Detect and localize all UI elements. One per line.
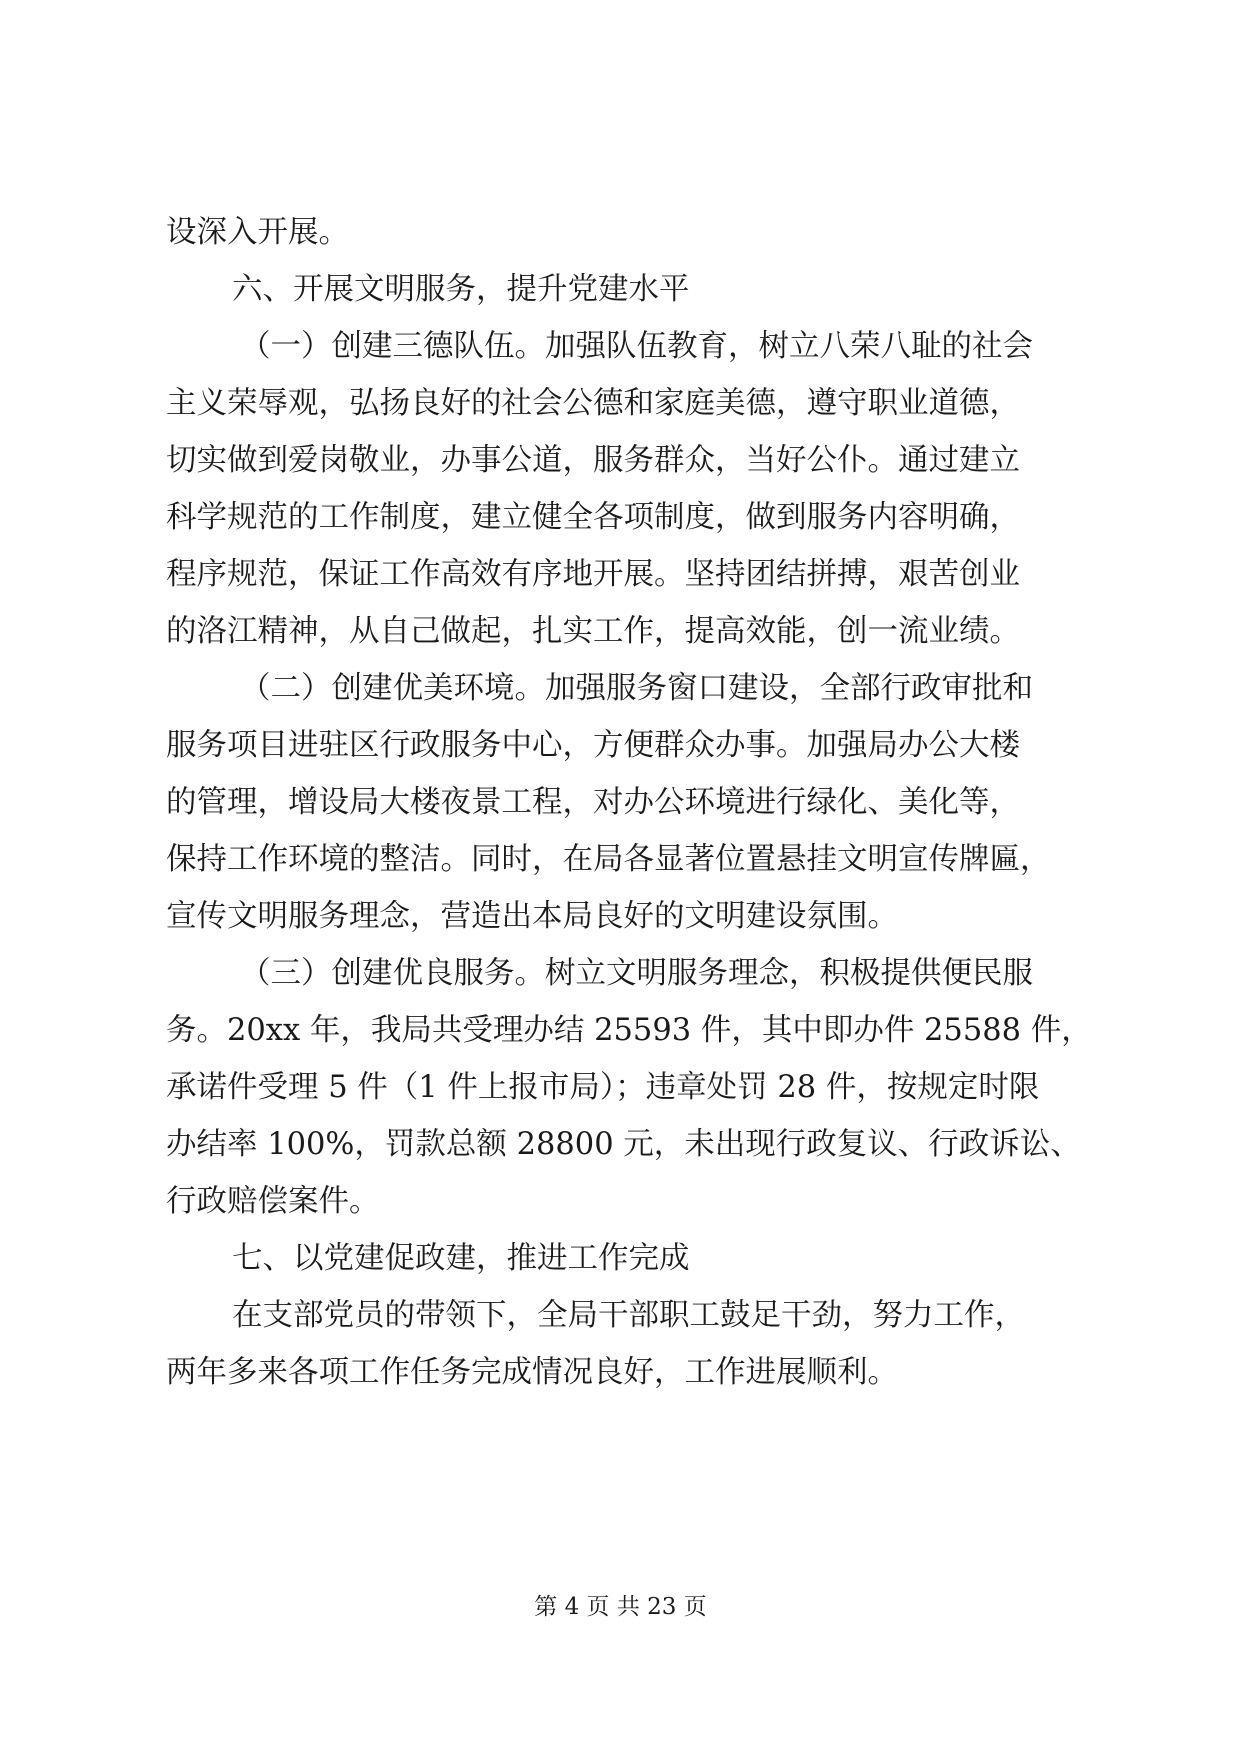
text-line-9: （二）创建优美环境。加强服务窗口建设，全部行政审批和 — [240, 671, 1033, 706]
text-line-21: 两年多来各项工作任务完成情况良好，工作进展顺利。 — [166, 1355, 898, 1390]
text-line-8: 的洛江精神，从自己做起，扎实工作，提高效能，创一流业绩。 — [166, 614, 1020, 649]
text-line-13: 宣传文明服务理念，营造出本局良好的文明建设氛围。 — [166, 899, 898, 934]
text-line-1: 设深入开展。 — [166, 215, 349, 250]
text-line-4: 主义荣辱观，弘扬良好的社会公德和家庭美德，遵守职业道德， — [166, 386, 1020, 421]
text-line-20: 在支部党员的带领下，全局干部职工鼓足干劲，努力工作， — [232, 1298, 1025, 1333]
text-line-15: 务。20xx 年，我局共受理办结 25593 件，其中即办件 25588 件， — [166, 1013, 1092, 1048]
section-heading-7: 七、以党建促政建，推进工作完成 — [232, 1241, 690, 1276]
text-line-16: 承诺件受理 5 件（1 件上报市局）；违章处罚 28 件，按规定时限 — [166, 1070, 1040, 1105]
text-line-11: 的管理，增设局大楼夜景工程，对办公环境进行绿化、美化等， — [166, 785, 1020, 820]
text-line-5: 切实做到爱岗敬业，办事公道，服务群众，当好公仆。通过建立 — [166, 443, 1020, 478]
text-line-6: 科学规范的工作制度，建立健全各项制度，做到服务内容明确， — [166, 500, 1020, 535]
text-line-17: 办结率 100%，罚款总额 28800 元，未出现行政复议、行政诉讼、 — [166, 1127, 1081, 1162]
text-line-12: 保持工作环境的整洁。同时，在局各显著位置悬挂文明宣传牌匾， — [166, 842, 1051, 877]
text-line-18: 行政赔偿案件。 — [166, 1184, 380, 1219]
page-number-footer: 第 4 页 共 23 页 — [534, 1594, 707, 1620]
text-line-10: 服务项目进驻区行政服务中心，方便群众办事。加强局办公大楼 — [166, 728, 1020, 763]
text-line-3: （一）创建三德队伍。加强队伍教育，树立八荣八耻的社会 — [240, 329, 1033, 364]
text-line-7: 程序规范，保证工作高效有序地开展。坚持团结拼搏，艰苦创业 — [166, 557, 1020, 592]
text-line-14: （三）创建优良服务。树立文明服务理念，积极提供便民服 — [240, 956, 1033, 991]
section-heading-6: 六、开展文明服务，提升党建水平 — [232, 272, 690, 307]
